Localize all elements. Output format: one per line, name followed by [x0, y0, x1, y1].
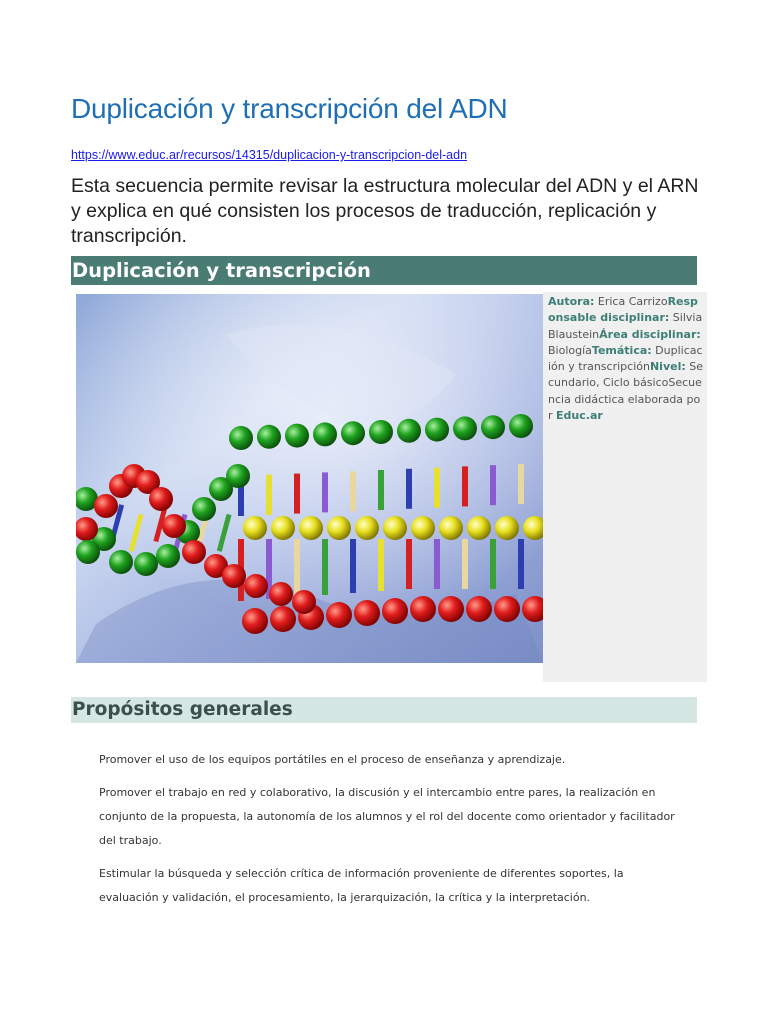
- base-pair-rung: [462, 466, 468, 506]
- base-pair-rung: [462, 539, 468, 589]
- topic-value: Duplicación y transcripción: [548, 343, 703, 374]
- section-banner: Duplicación y transcripción: [71, 256, 697, 285]
- base-pair-rung: [518, 539, 524, 589]
- base-pair-rung: [378, 539, 384, 591]
- green-nucleotide: [425, 418, 449, 442]
- area-label: Área disciplinar:: [599, 327, 701, 341]
- base-pair-rung: [322, 539, 328, 595]
- base-pair-rung: [294, 539, 300, 597]
- green-nucleotide: [229, 426, 253, 450]
- yellow-nucleotide: [271, 516, 295, 540]
- purpose-item: Estimular la búsqueda y selección crítica de información proveniente de diferentes soportes, la evaluación y validación, el procesamiento, la jerarquización, la crítica y la interpretación.: [99, 867, 624, 904]
- nucleotide: [134, 552, 158, 576]
- base-pair-rung: [294, 474, 300, 514]
- purposes-list: [99, 748, 679, 919]
- nucleotide: [244, 574, 268, 598]
- area-value: Biología: [548, 343, 592, 357]
- green-nucleotide: [313, 422, 337, 446]
- responsible-value: Silvia Blaustein: [548, 311, 703, 341]
- red-nucleotide: [438, 596, 464, 622]
- level-value: Secundario, Ciclo básico: [548, 360, 703, 390]
- nucleotide: [192, 497, 216, 521]
- nucleotide: [162, 514, 186, 538]
- yellow-nucleotide: [355, 516, 379, 540]
- nucleotide: [292, 590, 316, 614]
- resource-link[interactable]: https://www.educ.ar/recursos/14315/duplicacion-y-transcripcion-del-adn: [71, 148, 468, 162]
- dna-helix-illustration: [76, 294, 543, 663]
- green-nucleotide: [397, 419, 421, 443]
- green-nucleotide: [453, 416, 477, 440]
- yellow-nucleotide: [411, 516, 435, 540]
- nucleotide: [109, 550, 133, 574]
- intro-paragraph: Esta secuencia permite revisar la estructura molecular del ADN y el ARN y explica en qué consisten los procesos de traducción, replicación y transcripción.: [71, 175, 699, 247]
- base-pair-rung: [490, 539, 496, 589]
- green-nucleotide: [509, 414, 533, 438]
- red-nucleotide: [354, 600, 380, 626]
- base-pair-rung: [434, 539, 440, 589]
- credit-text: Secuencia didáctica elaborada por: [548, 376, 702, 423]
- yellow-nucleotide: [243, 516, 267, 540]
- yellow-nucleotide: [383, 516, 407, 540]
- red-nucleotide: [466, 596, 492, 622]
- dna-image: [76, 294, 543, 663]
- red-nucleotide: [326, 602, 352, 628]
- red-nucleotide: [270, 606, 296, 632]
- nucleotide: [76, 540, 100, 564]
- yellow-nucleotide: [467, 516, 491, 540]
- green-nucleotide: [257, 425, 281, 449]
- purpose-item: Promover el uso de los equipos portátiles en el proceso de enseñanza y aprendizaje.: [99, 753, 566, 766]
- nucleotide: [94, 494, 118, 518]
- red-nucleotide: [494, 596, 520, 622]
- red-nucleotide: [410, 596, 436, 622]
- level-label: Nivel:: [649, 360, 686, 374]
- yellow-nucleotide: [299, 516, 323, 540]
- topic-label: Temática:: [591, 343, 652, 357]
- yellow-nucleotide: [327, 516, 351, 540]
- base-pair-rung: [378, 470, 384, 510]
- green-nucleotide: [341, 421, 365, 445]
- resource-metadata: [543, 292, 707, 682]
- base-pair-rung: [350, 539, 356, 593]
- base-pair-rung: [406, 469, 412, 509]
- green-nucleotide: [369, 420, 393, 444]
- purpose-item: Promover el trabajo en red y colaborativo, la discusión y el intercambio entre pares, la realización en conjunto de la propuesta, la autonomía de los alumnos y el rol del docente como orientador y facilitador del trabajo.: [99, 786, 675, 847]
- base-pair-rung: [490, 465, 496, 505]
- page-title: Duplicación y transcripción del ADN: [71, 93, 508, 124]
- base-pair-rung: [406, 539, 412, 589]
- nucleotide: [269, 582, 293, 606]
- author-value: Erica Carrizo: [597, 295, 668, 308]
- nucleotide: [226, 464, 250, 488]
- green-nucleotide: [481, 415, 505, 439]
- yellow-nucleotide: [439, 516, 463, 540]
- red-nucleotide: [242, 608, 268, 634]
- nucleotide: [222, 564, 246, 588]
- red-nucleotide: [382, 598, 408, 624]
- responsible-label: Responsable disciplinar:: [548, 295, 698, 325]
- purposes-heading: Propósitos generales: [71, 697, 697, 723]
- nucleotide: [149, 487, 173, 511]
- base-pair-rung: [266, 475, 272, 515]
- credit-org: Educ.ar: [556, 409, 603, 423]
- green-nucleotide: [285, 424, 309, 448]
- base-pair-rung: [350, 471, 356, 511]
- nucleotide: [182, 540, 206, 564]
- base-pair-rung: [518, 464, 524, 504]
- nucleotide: [156, 544, 180, 568]
- yellow-nucleotide: [495, 516, 519, 540]
- author-label: Autora:: [548, 295, 595, 308]
- base-pair-rung: [434, 468, 440, 508]
- base-pair-rung: [322, 472, 328, 512]
